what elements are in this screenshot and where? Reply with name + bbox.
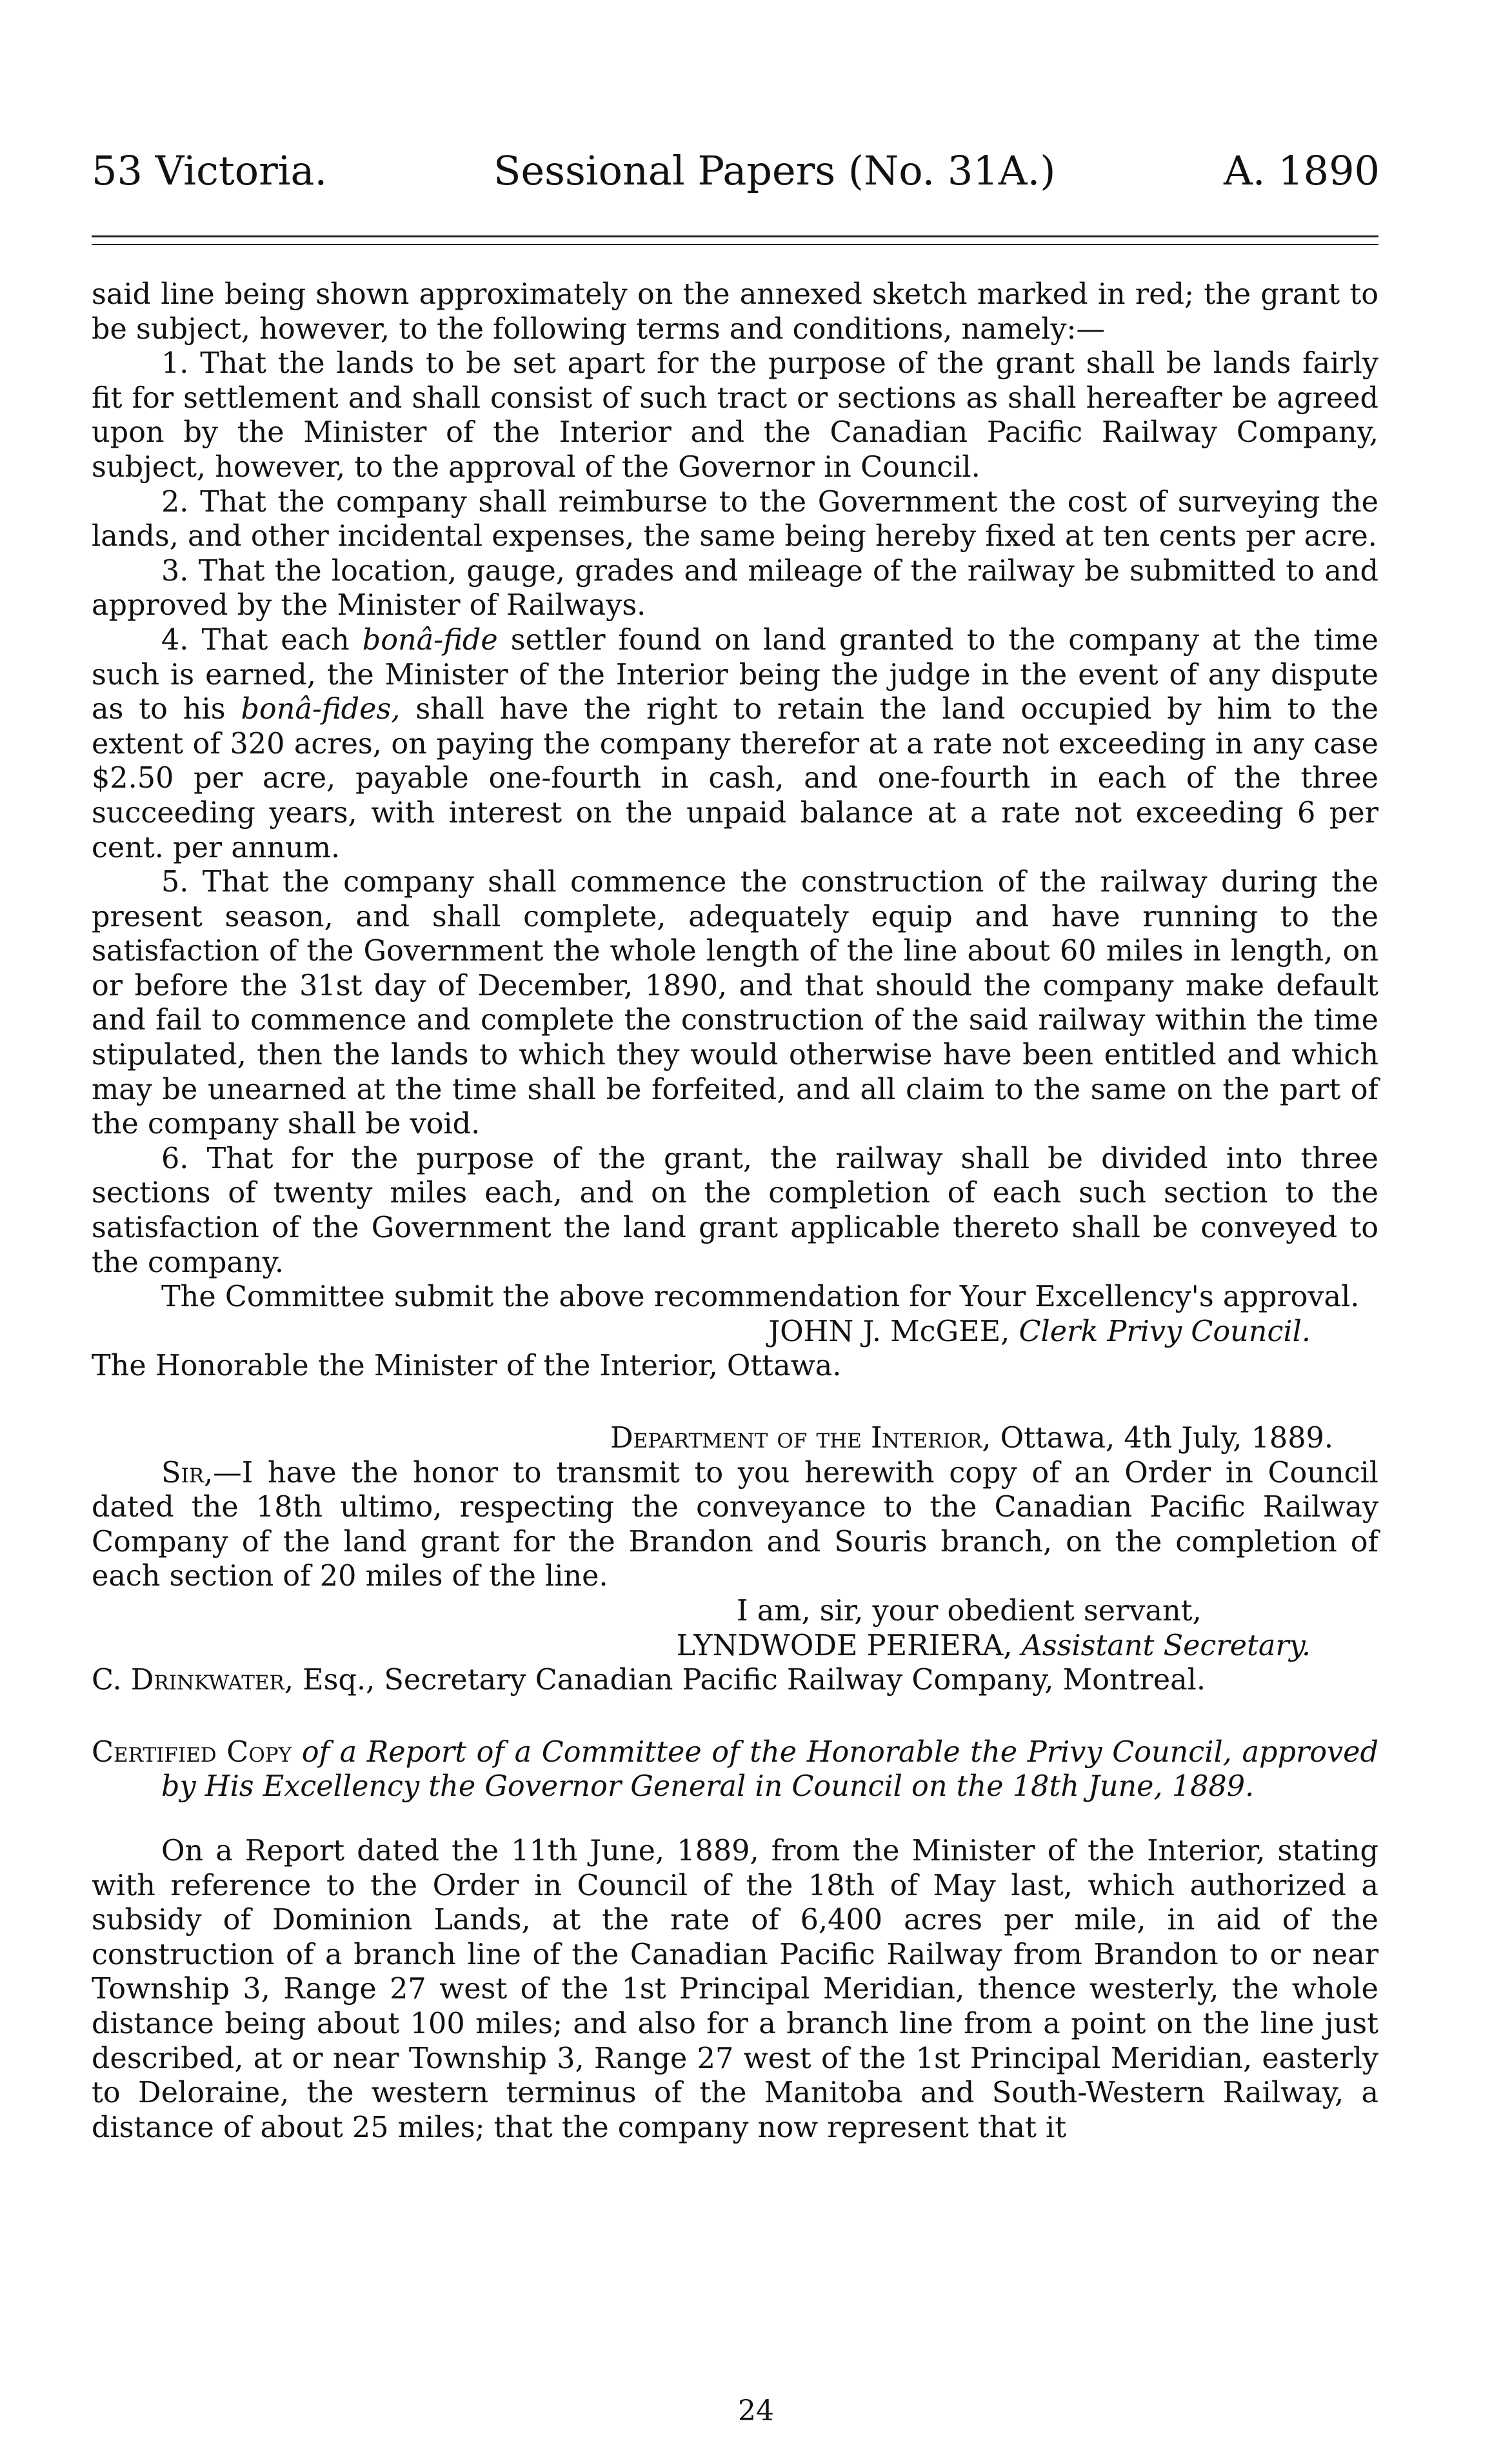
certified-title: of a Report of a Committee of the Honorable the Privy Council, approved by His Excellency the Governor General in Council on the 18th June, 1889. [161, 1735, 1378, 1804]
certified-lead: Certified Copy [92, 1735, 292, 1769]
document-body [92, 277, 1378, 2145]
spacer [92, 1384, 1378, 1421]
letter-body [92, 1456, 1378, 1594]
header-rule [92, 235, 1378, 237]
condition-3: 3. That the location, gauge, grades and mileage of the railway be submitted to and approved by the Minister of Railways. [92, 554, 1378, 622]
condition-1: 1. That the lands to be set apart for the purpose of the grant shall be lands fairly fit for settlement and shall consist of such tract or sections as shall hereafter be agreed upon by the Minister of the Interior and the Canadian Pacific Railway Company, subject, however, to the approval of the Governor in Council. [92, 347, 1378, 484]
condition-2: 2. That the company shall reimburse to the Government the cost of surveying the lands, and other incidental expenses, the same being hereby fixed at ten cents per acre. [92, 485, 1378, 553]
paragraph-continuation: said line being shown approximately on the annexed sketch marked in red; the grant to be subject, however, to the following terms and conditions, namely:— [92, 278, 1378, 346]
place-date: Ottawa, 4th July, 1889. [1000, 1422, 1333, 1455]
addressee-details: Esq., Secretary Canadian Pacific Railway Company, Montreal. [293, 1664, 1206, 1697]
signer-title: Assistant Secretary. [1021, 1629, 1311, 1662]
header-rule-thin [92, 244, 1378, 245]
signature-clerk [92, 1315, 1378, 1349]
condition-5: 5. That the company shall commence the construction of the railway during the present season, and shall complete, adequately equip and have running to the satisfaction of the Government the whole length of the line about 60 miles in length, on or before the 31st day of December, 1890, and that should the company make default and fail to commence and complete the construction of the said railway within the time stipulated, then the lands to which they would otherwise have been entitled and which may be unearned at the time shall be forfeited, and all claim to the same on the part of the company shall be void. [92, 866, 1378, 1141]
condition-4-italic: bonâ-fides, [241, 693, 401, 726]
addressee-name: C. Drinkwater, [92, 1664, 293, 1697]
condition-4-part: shall have the right to retain the land occupied by him to the extent of 320 acres, on paying the company therefor at a rate not exceeding in any case $2.50 per acre, payable one-fourth in cash, and one-fourth in each of the three succeeding years, with interest on the unpaid balance at a rate not exceeding 6 per cent. per annum. [92, 693, 1378, 864]
report-paragraph: On a Report dated the 11th June, 1889, from the Minister of the Interior, stating with reference to the Order in Council of the 18th of May last, which authorized a subsidy of Dominion Lands, at the rate of 6,400 acres per mile, in aid of the construction of a branch line of the Canadian Pacific Railway from Brandon to or near Township 3, Range 27 west of the 1st Principal Meridian, thence westerly, the whole distance being about 100 miles; and also for a branch line from a point on the line just described, at or near Township 3, Range 27 west of the 1st Principal Meridian, easterly to Deloraine, the western terminus of the Manitoba and South-Western Railway, a distance of about 25 miles; that the company now represent that it [92, 1834, 1378, 2144]
committee-submission: The Committee submit the above recommendation for Your Excellency's approval. [161, 1280, 1360, 1314]
running-header-left: 53 Victoria. [92, 147, 328, 194]
running-header-title: Sessional Papers (No. 31A.) [493, 147, 1056, 194]
page-number: 24 [738, 2394, 774, 2427]
condition-6: 6. That for the purpose of the grant, the railway shall be divided into three sections of twenty miles each, and on the completion of each such section to the satisfaction of the Government the land grant applicable thereto shall be conveyed to the company. [92, 1142, 1378, 1279]
condition-4-italic: bonâ-fide [362, 623, 498, 657]
letter-text: —I have the honor to transmit to you herewith copy of an Order in Council dated the 18th ultimo, respecting the conveyance to the Canadian Pacific Railway Company of the land grant for the Brandon and Souris branch, on the completion of each section of 20 miles of the line. [92, 1456, 1378, 1593]
certified-copy-heading [92, 1735, 1378, 1804]
signature-name: JOHN J. McGEE, [768, 1315, 1010, 1348]
letter-dateline [92, 1421, 1378, 1456]
letter-signature [92, 1629, 1378, 1664]
letter-addressee [92, 1663, 1378, 1698]
spacer [92, 1804, 1378, 1834]
addressee: The Honorable the Minister of the Interior, Ottawa. [92, 1349, 842, 1383]
spacer [92, 1698, 1378, 1735]
letter-closing: I am, sir, your obedient servant, [737, 1594, 1202, 1628]
salutation: Sir, [161, 1456, 214, 1489]
condition-4-part: 4. That each [161, 623, 363, 657]
signature-title: Clerk Privy Council. [1019, 1315, 1311, 1348]
condition-4-part: settler found on land granted to the company at the time such is earned, the Minister of the Interior being the judge in the event of any dispute as to his [92, 623, 1378, 726]
running-header-right: A. 1890 [1224, 147, 1380, 194]
signer-name: LYNDWODE PERIERA, [676, 1629, 1013, 1662]
department-name: Department of the Interior, [610, 1422, 991, 1455]
condition-4 [92, 623, 1378, 865]
